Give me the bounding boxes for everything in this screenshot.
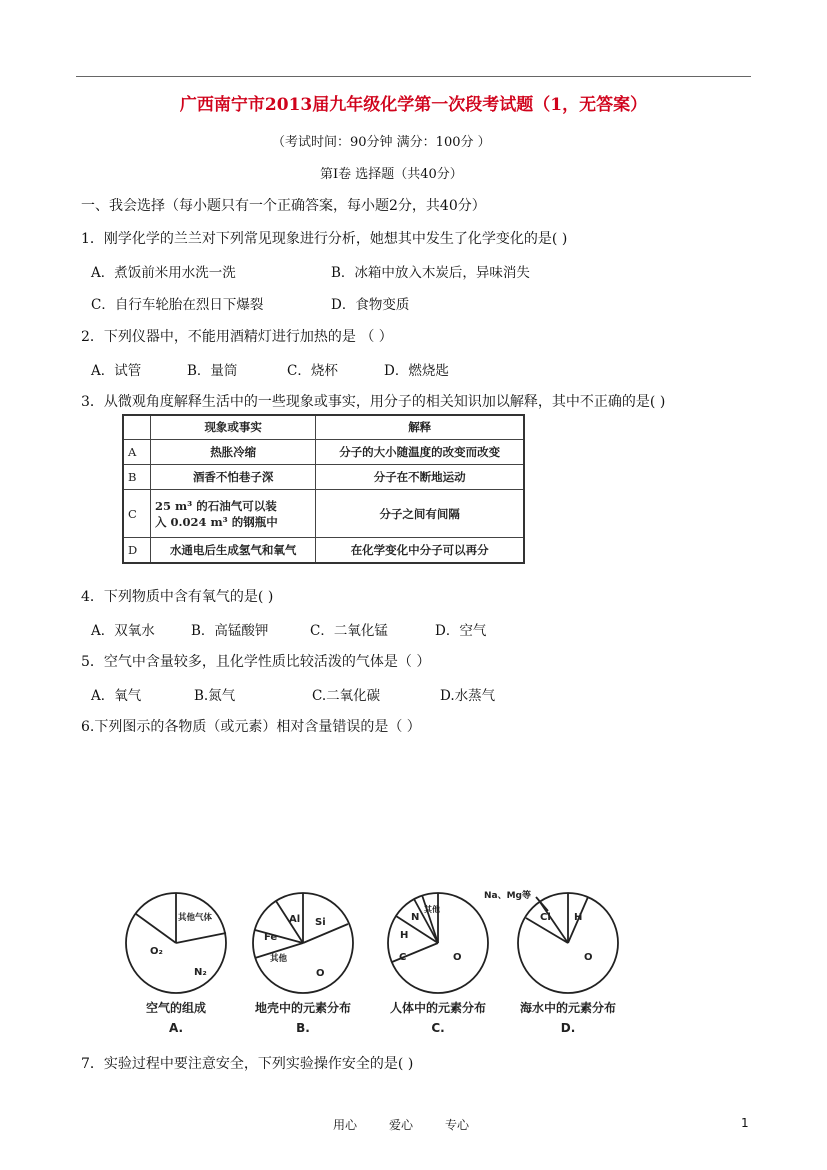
question-4-option-a: A．双氧水 xyxy=(91,623,155,639)
table-header-explain: 解释 xyxy=(316,415,524,439)
page-number: 1 xyxy=(741,1116,749,1130)
row-fact-line-1: 25 m³ 的石油气可以装 xyxy=(155,498,277,513)
question-1-stem: 1．刚学化学的兰兰对下列常见现象进行分析，她想其中发生了化学变化的是( ) xyxy=(81,231,568,247)
header-rule xyxy=(76,76,751,77)
exam-info: （考试时间：90分钟 满分：100分 ） xyxy=(272,135,491,150)
pie-a-slice-edge xyxy=(176,933,226,943)
row-explain: 分子在不断地运动 xyxy=(316,464,524,489)
pie-b-label: O xyxy=(316,968,325,979)
footer-word: 用心 xyxy=(333,1118,358,1132)
question-2-option-a: A．试管 xyxy=(91,363,142,379)
pie-c-label: O xyxy=(453,952,462,963)
question-1-option-c: C．自行车轮胎在烈日下爆裂 xyxy=(91,297,264,313)
page-title: 广西南宁市2013届九年级化学第一次段考试题（1，无答案） xyxy=(179,95,648,115)
question-2-stem: 2．下列仪器中，不能用酒精灯进行加热的是 （ ） xyxy=(81,329,393,345)
question-4-option-b: B．高锰酸钾 xyxy=(191,623,269,639)
pie-c-label: H xyxy=(400,930,409,941)
question-6-figure xyxy=(118,858,623,1038)
pie-d-label: Na、Mg等 xyxy=(484,891,532,901)
pie-a-caption: 空气的组成 xyxy=(145,1001,207,1015)
pie-c-letter: C. xyxy=(431,1021,445,1035)
question-4-option-c: C．二氧化锰 xyxy=(310,623,388,639)
row-fact xyxy=(151,489,316,537)
question-1-option-d: D．食物变质 xyxy=(331,297,410,313)
pie-b-label: Fe xyxy=(264,932,278,943)
footer-word: 爱心 xyxy=(389,1118,414,1132)
table-row xyxy=(123,464,524,489)
question-5-stem: 5．空气中含量较多，且化学性质比较活泼的气体是（ ） xyxy=(81,654,431,670)
question-2-option-c: C．烧杯 xyxy=(287,363,338,379)
row-fact-line-2: 入 0.024 m³ 的钢瓶中 xyxy=(155,514,278,529)
pie-a-label: O₂ xyxy=(150,946,163,957)
row-label: D xyxy=(123,538,151,563)
row-label: A xyxy=(123,439,151,464)
pie-d-label: Cl xyxy=(540,912,551,923)
question-4-option-d: D．空气 xyxy=(435,623,487,639)
table-row xyxy=(123,489,524,537)
pie-c-label: N xyxy=(411,912,420,923)
pie-d-caption: 海水中的元素分布 xyxy=(519,1001,617,1015)
pie-b-letter: B. xyxy=(296,1021,310,1035)
question-7-stem: 7．实验过程中要注意安全，下列实验操作安全的是( ) xyxy=(81,1056,414,1072)
footer-word: 专心 xyxy=(445,1118,470,1132)
pie-c-label: C xyxy=(399,952,407,963)
pie-a-letter: A. xyxy=(168,1021,184,1035)
row-label: B xyxy=(123,464,151,489)
pie-b-caption: 地壳中的元素分布 xyxy=(254,1001,352,1015)
pie-d-label: H xyxy=(574,912,583,923)
question-6-stem: 6.下列图示的各物质（或元素）相对含量错误的是（ ） xyxy=(81,719,421,735)
row-fact: 水通电后生成氢气和氧气 xyxy=(151,538,316,563)
section-heading: 一、我会选择（每小题只有一个正确答案，每小题2分，共40分） xyxy=(81,198,486,214)
pie-c-caption: 人体中的元素分布 xyxy=(389,1001,487,1015)
question-5-option-a: A．氧气 xyxy=(91,688,142,704)
question-2-option-d: D．燃烧匙 xyxy=(384,363,449,379)
question-5-option-c: C.二氧化碳 xyxy=(312,688,381,704)
pie-a-label: N₂ xyxy=(194,967,207,978)
pie-b-label: 其他 xyxy=(270,954,288,964)
table-corner-cell xyxy=(123,415,151,439)
row-explain: 分子之间有间隔 xyxy=(316,489,524,537)
pie-b-label: Si xyxy=(315,917,326,928)
question-5-option-d: D.水蒸气 xyxy=(440,688,496,704)
row-fact: 热胀冷缩 xyxy=(151,439,316,464)
question-2-option-b: B．量筒 xyxy=(187,363,238,379)
table-row xyxy=(123,538,524,563)
part-title: 第Ⅰ卷 选择题（共40分） xyxy=(320,167,463,182)
row-label: C xyxy=(123,489,151,537)
table-row xyxy=(123,439,524,464)
question-1-option-b: B．冰箱中放入木炭后，异味消失 xyxy=(331,265,530,281)
row-fact: 酒香不怕巷子深 xyxy=(151,464,316,489)
question-5-option-b: B.氮气 xyxy=(194,688,236,704)
row-explain: 分子的大小随温度的改变而改变 xyxy=(316,439,524,464)
question-3-table xyxy=(122,414,525,564)
row-explain: 在化学变化中分子可以再分 xyxy=(316,538,524,563)
question-4-stem: 4．下列物质中含有氧气的是( ) xyxy=(81,589,274,605)
question-3-stem: 3．从微观角度解释生活中的一些现象或事实，用分子的相关知识加以解释，其中不正确的是( ) xyxy=(81,394,666,410)
table-header-fact: 现象或事实 xyxy=(151,415,316,439)
pie-d-letter: D. xyxy=(560,1021,576,1035)
pie-d-label: O xyxy=(584,952,593,963)
pie-a-label: 其他气体 xyxy=(178,913,213,923)
pie-a-slice-edge xyxy=(136,914,176,943)
pie-c-label: 其他 xyxy=(424,905,440,914)
pie-b-label: Al xyxy=(289,914,301,925)
question-1-option-a: A．煮饭前米用水洗一洗 xyxy=(91,265,236,281)
